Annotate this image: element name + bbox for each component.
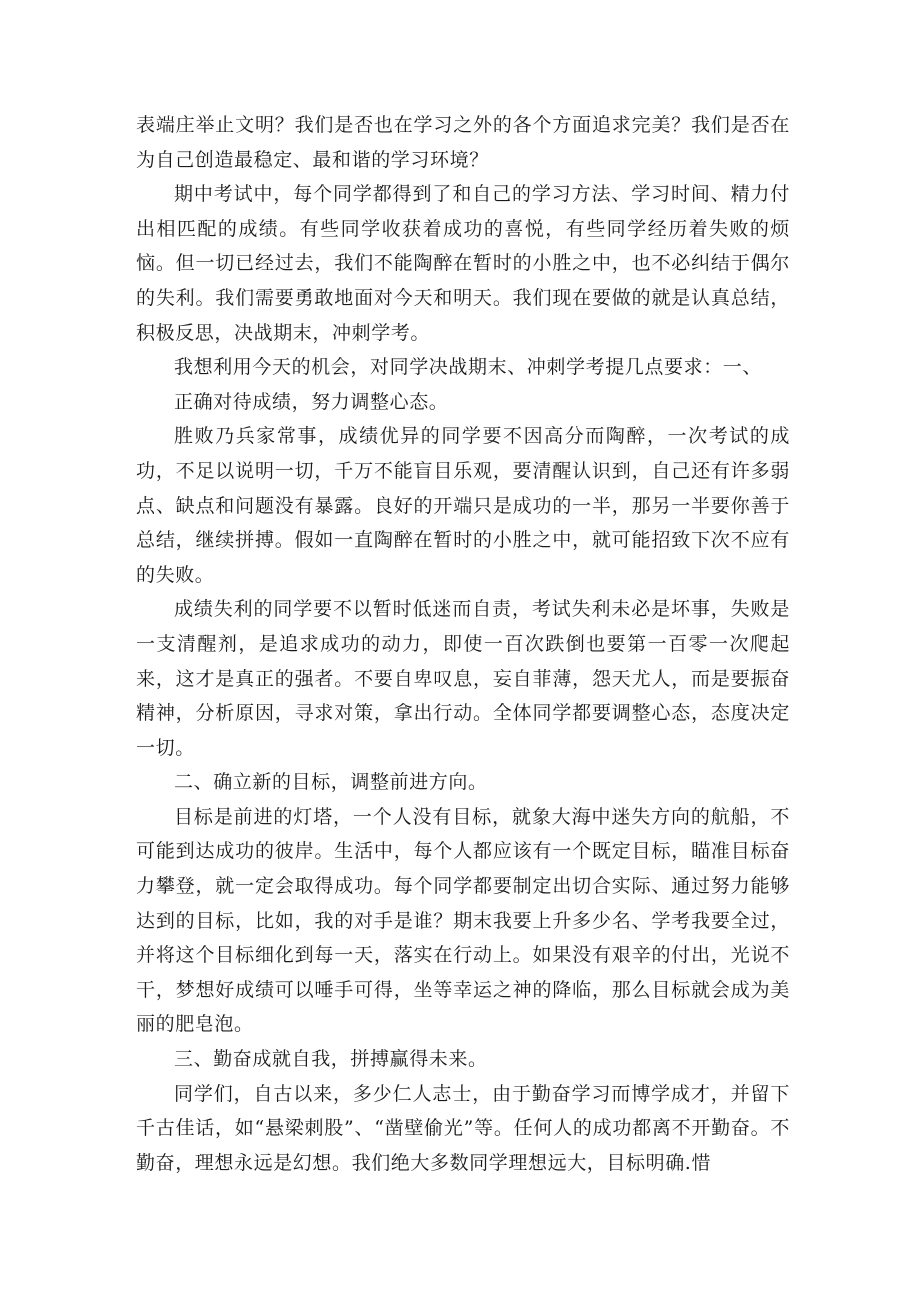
paragraph-success: 胜败乃兵家常事，成绩优异的同学要不因高分而陶醉，一次考试的成功，不足以说明一切，千万不能盲目乐观，要清醒认识到，自己还有许多弱点、缺点和问题没有暴露。良好的开端只是成功的一半，那另一半要你善于总结，继续拼搏。假如一直陶醉在暂时的小胜之中，就可能招致下次不应有的失败。 (136, 425, 790, 586)
paragraph-failure: 成绩失利的同学要不以暂时低迷而自责，考试失利未必是坏事，失败是一支清醒剂，是追求成功的动力，即使一百次跌倒也要第一百零一次爬起来，这才是真正的强者。不要自卑叹息，妄自菲薄，怨天尤人，而是要振奋精神，分析原因，寻求对策，拿出行动。全体同学都要调整心态，态度决定一切。 (136, 598, 790, 759)
section-heading-three: 三、勤奋成就自我，拼搏赢得未来。 (174, 1048, 488, 1071)
paragraph-continuation: 表端庄举止文明？我们是否也在学习之外的各个方面追求完美？我们是否在为自己创造最稳定、最和谐的学习环境？ (136, 114, 790, 171)
section-heading-two: 二、确立新的目标，调整前进方向。 (174, 771, 488, 794)
document-body (136, 108, 790, 1180)
paragraph-goals: 目标是前进的灯塔，一个人没有目标，就象大海中迷失方向的航船，不可能到达成功的彼岸。生活中，每个人都应该有一个既定目标，瞄准目标奋力攀登，就一定会取得成功。每个同学都要制定出切合实际、通过努力能够达到的目标，比如，我的对手是谁？期末我要上升多少名、学考我要全过，并将这个目标细化到每一天，落实在行动上。如果没有艰辛的付出，光说不干，梦想好成绩可以唾手可得，坐等幸运之神的降临，那么目标就会成为美丽的肥皂泡。 (136, 805, 790, 1036)
section-heading-one: 正确对待成绩，努力调整心态。 (174, 390, 449, 413)
paragraph-requirements-intro: 我想利用今天的机会，对同学决战期末、冲刺学考提几点要求：一、 (174, 356, 763, 379)
paragraph-diligence: 同学们，自古以来，多少仁人志士，由于勤奋学习而博学成才，并留下千古佳话，如“悬梁刺股”、“凿壁偷光”等。任何人的成功都离不开勤奋。不勤奋，理想永远是幻想。我们绝大多数同学理想远大，目标明确.惜 (136, 1082, 790, 1174)
paragraph-midterm: 期中考试中，每个同学都得到了和自己的学习方法、学习时间、精力付出相匹配的成绩。有些同学收获着成功的喜悦，有些同学经历着失败的烦恼。但一切已经过去，我们不能陶醉在暂时的小胜之中，也不必纠结于偶尔的失利。我们需要勇敢地面对今天和明天。我们现在要做的就是认真总结，积极反思，决战期末，冲刺学考。 (136, 183, 790, 344)
